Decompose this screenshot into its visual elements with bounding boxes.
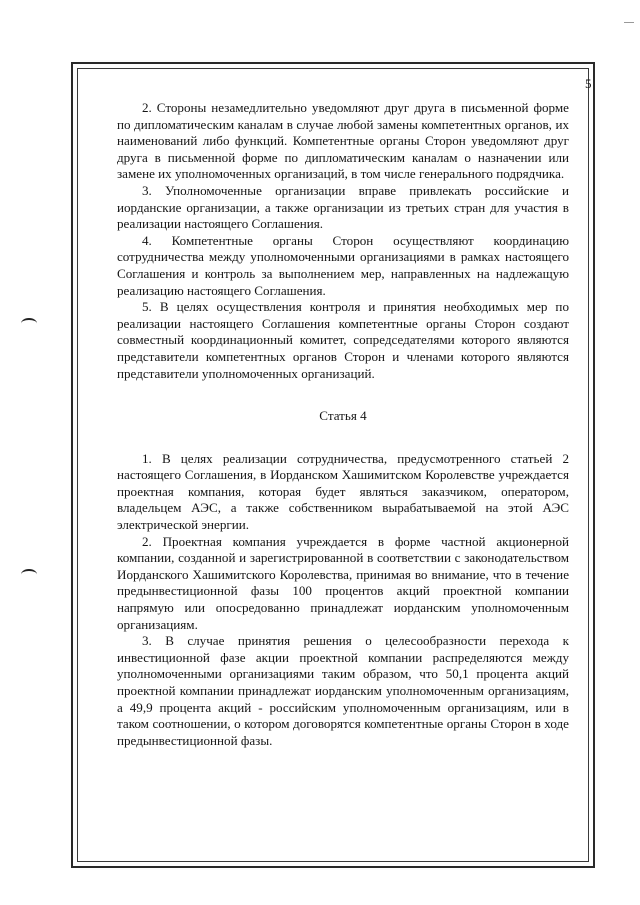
paragraph-4: 4. Компетентные органы Сторон осуществляют координацию сотрудничества между уполномоченными организациями в рамках настоящего Соглашения и контроль за выполнением мер, направленных на надлежащую реализацию настоящего Соглашения. [117, 232, 569, 298]
scan-mark [624, 22, 634, 26]
article-heading: Статья 4 [319, 408, 367, 424]
paragraph-3: 3. Уполномоченные организации вправе привлекать российские и иорданские организации, а также организации из третьих стран для участия в реализации настоящего Соглашения. [117, 182, 569, 232]
binder-hole-mark [21, 318, 37, 329]
article4-paragraph-2: 2. Проектная компания учреждается в форме частной акционерной компании, созданной и зарегистрированной в соответствии с законодательством Иорданского Хашимитского Королевства, принимая во внимание, что в течение предынвестиционной фазы 100 процентов акций проектной компании напрямую или опосредованно принадлежат иорданским уполномоченным организациям. [117, 533, 569, 632]
paragraph-2: 2. Стороны незамедлительно уведомляют друг друга в письменной форме по дипломатическим каналам в случае любой замены компетентных органов, их наименований либо функций. Компетентные органы Сторон уведомляют друг друга в письменной форме по дипломатическим каналам о назначении или замене их уполномоченных организаций, в том числе генерального подрядчика. [117, 100, 569, 182]
article4-paragraph-3: 3. В случае принятия решения о целесообразности перехода к инвестиционной фазе акции проектной компании распределяются между уполномоченными организациями таким образом, что 50,1 процента акций проектной компании принадлежат иорданским уполномоченным организациям, а 49,9 процента акций - российским уполномоченным организациям, или в таком соотношении, о котором договорятся компетентные органы Сторон в ходе предынвестиционной фазы. [117, 633, 569, 748]
document-body [117, 100, 569, 749]
page-number: 5 [585, 76, 592, 91]
paragraph-5: 5. В целях осуществления контроля и принятия необходимых мер по реализации настоящего Соглашения компетентные органы Сторон создают совместный координационный комитет, сопредседателями которого являются представители компетентных органов Сторон и членами которого являются представители уполномоченных организаций. [117, 299, 569, 381]
binder-hole-mark [21, 569, 37, 580]
article4-paragraph-1: 1. В целях реализации сотрудничества, предусмотренного статьей 2 настоящего Соглашения, в Иорданском Хашимитском Королевстве учреждается проектная компания, которая будет являться заказчиком, оператором, владельцем АЭС, а также собственником вырабатываемой на этой АЭС электрической энергии. [117, 450, 569, 533]
